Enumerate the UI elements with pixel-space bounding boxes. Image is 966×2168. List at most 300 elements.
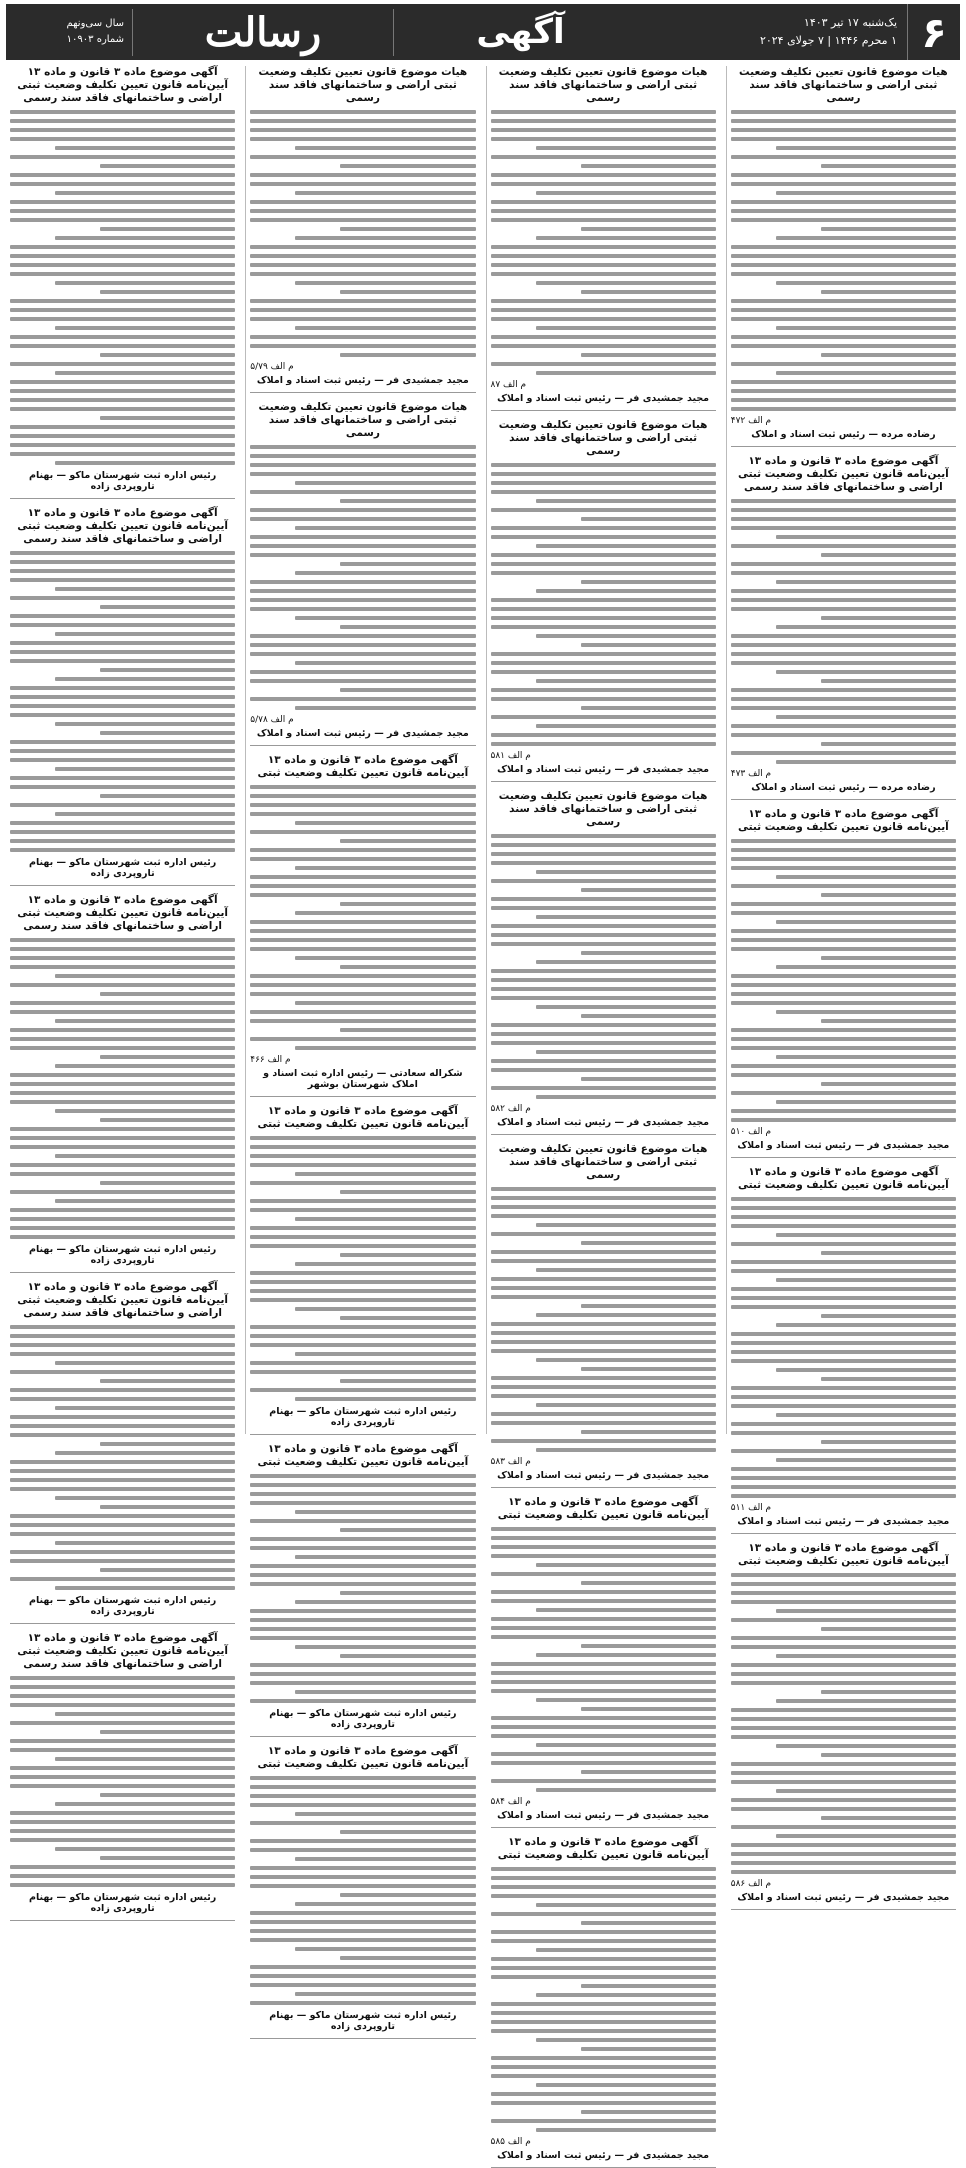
notice-body — [731, 499, 956, 764]
text-line — [776, 625, 956, 629]
legal-notice — [491, 66, 716, 411]
text-line — [731, 1843, 956, 1847]
text-line — [10, 1235, 235, 1239]
text-line — [731, 724, 956, 728]
text-line — [491, 1894, 716, 1898]
text-line — [776, 236, 956, 240]
text-line — [10, 1838, 235, 1842]
text-line — [491, 272, 716, 276]
text-line — [536, 1903, 716, 1907]
text-line — [10, 1136, 235, 1140]
text-line — [731, 974, 956, 978]
text-line — [491, 625, 716, 629]
text-line — [731, 1735, 956, 1739]
text-line — [491, 1086, 716, 1090]
text-line — [491, 463, 716, 467]
text-line — [295, 1217, 475, 1221]
notice-body — [491, 834, 716, 1099]
text-line — [10, 1343, 235, 1347]
text-line — [340, 902, 475, 906]
text-line — [821, 742, 956, 746]
text-line — [536, 236, 716, 240]
text-line — [10, 1487, 235, 1491]
notice-signature: مجید جمشیدی فر — رئیس ثبت اسناد و املاک — [497, 2150, 710, 2161]
text-line — [491, 1068, 716, 1072]
text-line — [536, 191, 716, 195]
text-line — [731, 652, 956, 656]
text-line — [491, 335, 716, 339]
text-line — [536, 146, 716, 150]
text-line — [731, 1064, 956, 1068]
text-line — [250, 1154, 475, 1158]
text-line — [491, 1376, 716, 1380]
text-line — [536, 870, 716, 874]
legal-notice — [491, 419, 716, 782]
text-line — [250, 1636, 475, 1640]
text-line — [731, 1269, 956, 1273]
text-line — [491, 1349, 716, 1353]
text-line — [821, 1019, 956, 1023]
text-line — [10, 1046, 235, 1050]
text-line — [250, 992, 475, 996]
text-line — [250, 517, 475, 521]
text-line — [581, 227, 716, 231]
notice-signature: رئیس اداره ثبت شهرستان ماکو — بهنام تاروپردی زاده — [29, 1595, 217, 1617]
text-line — [250, 1483, 475, 1487]
legal-notice — [731, 808, 956, 1158]
text-line — [55, 767, 235, 771]
text-line — [491, 1930, 716, 1934]
notice-number: م الف ۵۱۰ — [730, 1127, 772, 1137]
text-line — [55, 587, 235, 591]
text-line — [731, 1618, 956, 1622]
notice-body — [250, 1474, 475, 1703]
text-line — [250, 697, 475, 701]
page-number: ۶ — [907, 4, 960, 60]
notice-signature: مجید جمشیدی فر — رئیس ثبت اسناد و املاک — [737, 1516, 950, 1527]
text-line — [821, 956, 956, 960]
text-line — [55, 1451, 235, 1455]
text-line — [250, 803, 475, 807]
text-line — [10, 1370, 235, 1374]
text-line — [55, 1361, 235, 1365]
text-line — [491, 661, 716, 665]
notice-title: آگهی موضوع ماده ۳ قانون و ماده ۱۳ آیین‌نامه قانون تعیین تکلیف وضعیت ثبتی — [257, 1443, 469, 1468]
text-line — [491, 879, 716, 883]
text-line — [250, 857, 475, 861]
text-line — [491, 1295, 716, 1299]
text-line — [536, 2128, 716, 2132]
text-line — [295, 1947, 475, 1951]
text-line — [10, 947, 235, 951]
text-line — [295, 326, 475, 330]
notice-signature: مجید جمشیدی فر — رئیس ثبت اسناد و املاک — [497, 393, 710, 404]
notice-title: هیات موضوع قانون تعیین تکلیف وضعیت ثبتی اراضی و ساختمانهای فاقد سند رسمی — [498, 419, 708, 457]
text-line — [55, 1064, 235, 1068]
notice-title: آگهی موضوع ماده ۳ قانون و ماده ۱۳ آیین‌نامه قانون تعیین تکلیف وضعیت ثبتی — [257, 1105, 469, 1130]
text-line — [731, 155, 956, 159]
text-line — [10, 830, 235, 834]
text-line — [250, 785, 475, 789]
text-line — [10, 839, 235, 843]
text-line — [491, 317, 716, 321]
text-line — [491, 670, 716, 674]
text-line — [250, 1794, 475, 1798]
text-line — [10, 344, 235, 348]
text-line — [821, 290, 956, 294]
text-line — [10, 569, 235, 573]
text-line — [491, 996, 716, 1000]
text-line — [536, 2083, 716, 2087]
notice-title: آگهی موضوع ماده ۳ قانون و ماده ۱۳ آیین‌نامه قانون تعیین تکلیف وضعیت ثبتی — [257, 1745, 469, 1770]
text-line — [491, 308, 716, 312]
text-line — [295, 571, 475, 575]
notice-signature: رئیس اداره ثبت شهرستان ماکو — بهنام تاروپردی زاده — [269, 2010, 457, 2032]
text-line — [491, 508, 716, 512]
text-line — [731, 1476, 956, 1480]
text-line — [491, 843, 716, 847]
text-line — [340, 1893, 475, 1897]
text-line — [731, 1663, 956, 1667]
text-line — [55, 722, 235, 726]
text-line — [491, 1867, 716, 1871]
text-line — [581, 1707, 716, 1711]
column — [726, 66, 960, 1903]
text-line — [100, 164, 235, 168]
text-line — [731, 1861, 956, 1865]
text-line — [491, 1689, 716, 1693]
text-line — [731, 1359, 956, 1363]
notice-signature: رئیس اداره ثبت شهرستان ماکو — بهنام تاروپردی زاده — [29, 1244, 217, 1266]
text-line — [536, 1358, 716, 1362]
text-line — [10, 1145, 235, 1149]
text-line — [10, 659, 235, 663]
text-line — [731, 173, 956, 177]
notice-signature: رئیس اداره ثبت شهرستان ماکو — بهنام تاروپردی زاده — [269, 1406, 457, 1428]
text-line — [776, 715, 956, 719]
text-line — [10, 1469, 235, 1473]
text-line — [10, 137, 235, 141]
text-line — [295, 956, 475, 960]
text-line — [731, 344, 956, 348]
text-line — [100, 794, 235, 798]
text-line — [250, 1884, 475, 1888]
text-line — [295, 1001, 475, 1005]
notice-title: آگهی موضوع ماده ۳ قانون و ماده ۱۳ آیین‌نامه قانون تعیین تکلیف وضعیت ثبتی — [737, 1166, 949, 1191]
text-line — [10, 1397, 235, 1401]
text-line — [491, 1599, 716, 1603]
text-line — [581, 888, 716, 892]
text-line — [731, 499, 956, 503]
text-line — [10, 1784, 235, 1788]
text-line — [491, 1023, 716, 1027]
text-line — [491, 254, 716, 258]
text-line — [536, 1005, 716, 1009]
text-line — [10, 1883, 235, 1887]
notice-title: آگهی موضوع ماده ۳ قانون و ماده ۱۳ آیین‌نامه قانون تعیین تکلیف وضعیت ثبتی — [737, 808, 949, 833]
legal-notice — [731, 455, 956, 800]
text-line — [250, 1208, 475, 1212]
notice-body — [731, 110, 956, 411]
text-line — [10, 299, 235, 303]
text-line — [536, 1993, 716, 1997]
text-line — [250, 119, 475, 123]
text-line — [581, 2110, 716, 2114]
text-line — [731, 380, 956, 384]
notice-signature: مجید جمشیدی فر — رئیس ثبت اسناد و املاک — [497, 1117, 710, 1128]
text-line — [250, 1938, 475, 1942]
text-line — [10, 1325, 235, 1329]
notice-body — [491, 463, 716, 746]
text-line — [295, 1397, 475, 1401]
text-line — [731, 1431, 956, 1435]
notices-columns — [6, 66, 960, 2161]
text-line — [536, 1095, 716, 1099]
notice-signature: شکراله سعادتی — رئیس اداره ثبت اسناد و املاک شهرستان بوشهر — [263, 1068, 463, 1090]
text-line — [10, 1523, 235, 1527]
text-line — [100, 1118, 235, 1122]
text-line — [731, 407, 956, 411]
text-line — [250, 1361, 475, 1365]
text-line — [536, 499, 716, 503]
text-line — [250, 137, 475, 141]
text-line — [536, 326, 716, 330]
text-line — [491, 1617, 716, 1621]
text-line — [10, 272, 235, 276]
text-line — [250, 472, 475, 476]
text-line — [10, 308, 235, 312]
text-line — [10, 1775, 235, 1779]
text-line — [250, 299, 475, 303]
text-line — [581, 290, 716, 294]
text-line — [250, 110, 475, 114]
text-line — [821, 1440, 956, 1444]
legal-notice — [250, 1105, 475, 1435]
text-line — [295, 281, 475, 285]
text-line — [731, 1046, 956, 1050]
text-line — [491, 2074, 716, 2078]
text-line — [250, 254, 475, 258]
text-line — [491, 688, 716, 692]
text-line — [10, 983, 235, 987]
text-line — [731, 706, 956, 710]
text-line — [295, 1600, 475, 1604]
text-line — [10, 1082, 235, 1086]
text-line — [250, 983, 475, 987]
text-line — [491, 137, 716, 141]
text-line — [250, 812, 475, 816]
text-line — [10, 173, 235, 177]
text-line — [536, 1223, 716, 1227]
text-line — [250, 1663, 475, 1667]
text-line — [250, 794, 475, 798]
text-line — [491, 1545, 716, 1549]
text-line — [10, 1172, 235, 1176]
text-line — [10, 1874, 235, 1878]
issue-dates — [647, 14, 907, 50]
text-line — [295, 1352, 475, 1356]
text-line — [536, 1653, 716, 1657]
text-line — [491, 1752, 716, 1756]
text-line — [821, 616, 956, 620]
notice-number: م الف ۵۸۶ — [730, 1879, 772, 1889]
text-line — [10, 110, 235, 114]
text-line — [340, 1654, 475, 1658]
legal-notice — [10, 894, 235, 1273]
text-line — [55, 236, 235, 240]
text-line — [731, 254, 956, 258]
text-line — [491, 861, 716, 865]
text-line — [731, 1296, 956, 1300]
text-line — [581, 1241, 716, 1245]
text-line — [250, 1163, 475, 1167]
text-line — [491, 1385, 716, 1389]
text-line — [250, 1037, 475, 1041]
text-line — [491, 1059, 716, 1063]
text-line — [536, 960, 716, 964]
text-line — [55, 191, 235, 195]
text-line — [731, 1197, 956, 1201]
text-line — [776, 1323, 956, 1327]
text-line — [10, 740, 235, 744]
text-line — [731, 299, 956, 303]
text-line — [536, 1948, 716, 1952]
text-line — [491, 733, 716, 737]
text-line — [491, 571, 716, 575]
text-line — [491, 1331, 716, 1335]
text-line — [340, 499, 475, 503]
text-line — [10, 1478, 235, 1482]
text-line — [731, 362, 956, 366]
text-line — [536, 1313, 716, 1317]
text-line — [340, 353, 475, 357]
text-line — [295, 1902, 475, 1906]
notice-body — [10, 110, 235, 465]
text-line — [491, 209, 716, 213]
text-line — [10, 119, 235, 123]
text-line — [250, 1848, 475, 1852]
text-line — [250, 1537, 475, 1541]
text-line — [250, 245, 475, 249]
text-line — [100, 668, 235, 672]
text-line — [581, 1921, 716, 1925]
text-line — [776, 965, 956, 969]
text-line — [821, 227, 956, 231]
text-line — [250, 454, 475, 458]
text-line — [250, 1776, 475, 1780]
text-line — [731, 272, 956, 276]
text-line — [536, 1743, 716, 1747]
text-line — [10, 965, 235, 969]
text-line — [10, 1163, 235, 1167]
text-line — [491, 245, 716, 249]
text-line — [776, 1699, 956, 1703]
notice-title: هیات موضوع قانون تعیین تکلیف وضعیت ثبتی اراضی و ساختمانهای فاقد سند رسمی — [498, 66, 708, 104]
text-line — [10, 380, 235, 384]
text-line — [821, 553, 956, 557]
text-line — [295, 1812, 475, 1816]
notice-number: م الف ۴۶۶ — [250, 1055, 291, 1065]
text-line — [10, 704, 235, 708]
text-line — [821, 1690, 956, 1694]
text-line — [55, 1199, 235, 1203]
column — [245, 66, 479, 2032]
text-line — [731, 182, 956, 186]
text-line — [581, 1430, 716, 1434]
newspaper-logo: رسالت — [132, 9, 394, 56]
text-line — [581, 2047, 716, 2051]
text-line — [250, 634, 475, 638]
text-line — [250, 607, 475, 611]
text-line — [731, 1001, 956, 1005]
text-line — [731, 1681, 956, 1685]
text-line — [491, 1277, 716, 1281]
text-line — [340, 227, 475, 231]
text-line — [10, 317, 235, 321]
text-line — [491, 652, 716, 656]
text-line — [250, 1325, 475, 1329]
notice-body — [491, 1187, 716, 1452]
text-line — [10, 1685, 235, 1689]
text-line — [776, 146, 956, 150]
text-line — [250, 1821, 475, 1825]
text-line — [100, 1181, 235, 1185]
text-line — [295, 526, 475, 530]
text-line — [250, 463, 475, 467]
text-line — [491, 598, 716, 602]
text-line — [491, 1957, 716, 1961]
notice-signature: رئیس اداره ثبت شهرستان ماکو — بهنام تاروپردی زاده — [29, 857, 217, 879]
text-line — [731, 1771, 956, 1775]
text-line — [295, 1172, 475, 1176]
text-line — [491, 1975, 716, 1979]
text-line — [731, 263, 956, 267]
notice-title: هیات موضوع قانون تعیین تکلیف وضعیت ثبتی اراضی و ساختمانهای فاقد سند رسمی — [498, 1143, 708, 1181]
text-line — [295, 821, 475, 825]
text-line — [10, 713, 235, 717]
legal-notice — [10, 507, 235, 886]
year-line: سال سی‌ونهم — [66, 18, 124, 29]
text-line — [731, 317, 956, 321]
date-line-1: یک‌شنبه ۱۷ تیر ۱۴۰۳ — [803, 16, 897, 29]
text-line — [731, 848, 956, 852]
text-line — [731, 929, 956, 933]
notice-title: آگهی موضوع ماده ۳ قانون و ماده ۱۳ آیین‌نامه قانون تعیین تکلیف وضعیت ثبتی — [497, 1496, 709, 1521]
text-line — [731, 947, 956, 951]
text-line — [491, 697, 716, 701]
legal-notice — [250, 66, 475, 393]
text-line — [776, 1233, 956, 1237]
text-line — [731, 902, 956, 906]
text-line — [100, 416, 235, 420]
text-line — [731, 884, 956, 888]
text-line — [731, 938, 956, 942]
notice-number: م الف ۴۷۲ — [730, 416, 772, 426]
text-line — [10, 641, 235, 645]
legal-notice — [250, 754, 475, 1097]
text-line — [491, 173, 716, 177]
text-line — [295, 1645, 475, 1649]
notice-number: م الف ۴۷۳ — [730, 769, 772, 779]
text-line — [581, 1367, 716, 1371]
legal-notice — [491, 1496, 716, 1828]
text-line — [536, 1448, 716, 1452]
text-line — [10, 1433, 235, 1437]
text-line — [55, 461, 235, 465]
text-line — [731, 1494, 956, 1498]
column — [6, 66, 239, 1914]
notice-number: م الف ۸۷ — [490, 380, 527, 390]
